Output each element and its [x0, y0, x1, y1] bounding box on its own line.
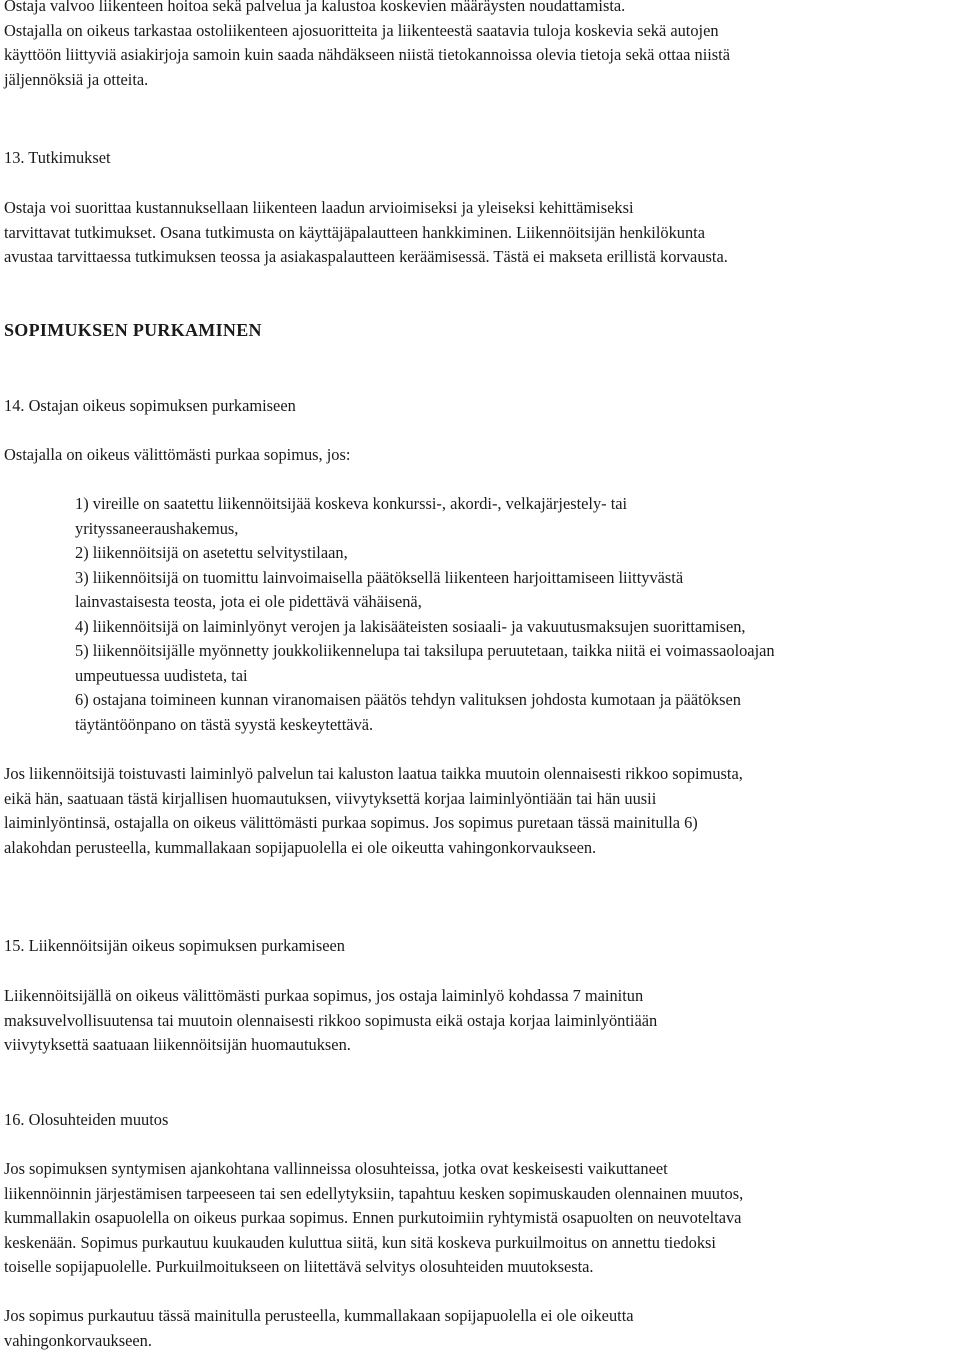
list-item: 4) liikennöitsijä on laiminlyönyt verojen ja lakisääteisten sosiaali- ja vakuutusmaksujen suorittamisen, — [75, 616, 746, 636]
text-line: Liikennöitsijällä on oikeus välittömästi purkaa sopimus, jos ostaja laiminlyö kohdassa 7 mainitun — [4, 986, 644, 1005]
section-heading-termination: SOPIMUKSEN PURKAMINEN — [4, 320, 262, 340]
text-line: eikä hän, saatuaan tästä kirjallisen huomautuksen, viivytyksettä korjaa laiminlyöntiään tai hän uusii — [4, 788, 657, 808]
text-line: Ostaja valvoo liikenteen hoitoa sekä palvelua ja kalustoa koskevien määräysten noudattamista. — [4, 0, 626, 15]
list-item: 3) liikennöitsijä on tuomittu lainvoimaisella päätöksellä liikenteen harjoittamiseen liittyvästä lainvastaisesta teosta, jota ei ole pidettävä vähäisenä, — [75, 567, 684, 611]
section-13-title: 13. Tutkimukset — [4, 148, 111, 167]
text-line: tarvittavat tutkimukset. Osana tutkimusta on käyttäjäpalautteen hankkiminen. Liikennöitsijän henkilökunta — [4, 222, 705, 242]
section-16-paragraph-2 — [4, 1304, 958, 1353]
text-line: keskenään. Sopimus purkautuu kuukauden kuluttua siitä, kun sitä koskeva purkuilmoitus on annettu tiedoksi — [4, 1232, 716, 1252]
termination-grounds-list — [75, 492, 960, 737]
text-line: kummallakin osapuolella on oikeus purkaa sopimus. Ennen purkutoimiin ryhtymistä osapuolten on neuvoteltava — [4, 1208, 742, 1227]
section-14-after-paragraph — [4, 762, 958, 860]
list-item: 6) ostajana toimineen kunnan viranomaisen päätös tehdyn valituksen johdosta kumotaan ja päätöksen täytäntöönpano on tästä syystä keskeytettävä. — [75, 690, 741, 734]
text-line: käyttöön liittyviä asiakirjoja samoin kuin saada nähdäkseen niistä tietokannoissa olevia tietoja sekä ottaa niistä — [4, 45, 731, 64]
section-13-body — [4, 196, 958, 270]
list-item: 1) vireille on saatettu liikennöitsijää koskeva konkurssi-, akordi-, velkajärjestely- tai yrityssaneeraushakemus, — [75, 494, 628, 538]
text-line: Ostaja voi suorittaa kustannuksellaan liikenteen laadun arvioimiseksi ja yleiseksi kehittämiseksi — [4, 198, 634, 217]
text-line: liikennöinnin järjestämisen tarpeeseen tai sen edellytyksiin, tapahtuu kesken sopimuskauden olennainen muutos, — [4, 1183, 744, 1203]
text-line: Ostajalla on oikeus tarkastaa ostoliikenteen ajosuoritteita ja liikenteestä saatavia tuloja koskevia sekä autojen — [4, 20, 719, 40]
text-line: alakohdan perusteella, kummallakaan sopijapuolella ei ole oikeutta vahingonkorvaukseen. — [4, 837, 597, 857]
text-line: toiselle sopijapuolelle. Purkuilmoitukseen on liitettävä selvitys olosuhteiden muutoksesta. — [4, 1257, 594, 1276]
text-line: maksuvelvollisuutensa tai muutoin olennaisesti rikkoo sopimusta eikä ostaja korjaa laiminlyöntiään — [4, 1010, 658, 1030]
list-item: 5) liikennöitsijälle myönnetty joukkoliikennelupa tai taksilupa peruutetaan, taikka niitä ei voimassaoloajan umpeutuessa uudisteta, tai — [75, 641, 775, 685]
section-15-title: 15. Liikennöitsijän oikeus sopimuksen purkamiseen — [4, 936, 345, 955]
list-item: 2) liikennöitsijä on asetettu selvitystilaan, — [75, 543, 348, 562]
text-line: laiminlyöntinsä, ostajalla on oikeus välittömästi purkaa sopimus. Jos sopimus puretaan tässä mainitulla 6) — [4, 813, 698, 832]
section-14-title: 14. Ostajan oikeus sopimuksen purkamiseen — [4, 396, 296, 415]
section-16-paragraph-1 — [4, 1157, 958, 1280]
section-15-body — [4, 984, 958, 1058]
text-line: Jos sopimus purkautuu tässä mainitulla perusteella, kummallakaan sopijapuolella ei ole oikeutta — [4, 1306, 634, 1325]
text-line: vahingonkorvaukseen. — [4, 1330, 152, 1350]
section-16-title: 16. Olosuhteiden muutos — [4, 1110, 169, 1129]
text-line: jäljennöksiä ja otteita. — [4, 69, 149, 89]
text-line: Jos sopimuksen syntymisen ajankohtana vallinneissa olosuhteissa, jotka ovat keskeisesti vaikuttaneet — [4, 1159, 668, 1178]
text-line: viivytyksettä saatuaan liikennöitsijän huomautuksen. — [4, 1035, 351, 1054]
text-line: Jos liikennöitsijä toistuvasti laiminlyö palvelun tai kaluston laatua taikka muutoin olennaisesti rikkoo sopimusta, — [4, 764, 743, 783]
section-14-intro: Ostajalla on oikeus välittömästi purkaa sopimus, jos: — [4, 445, 351, 464]
intro-paragraph — [4, 0, 958, 92]
text-line: avustaa tarvittaessa tutkimuksen teossa ja asiakaspalautteen keräämisessä. Tästä ei makseta erillistä korvausta. — [4, 247, 728, 266]
